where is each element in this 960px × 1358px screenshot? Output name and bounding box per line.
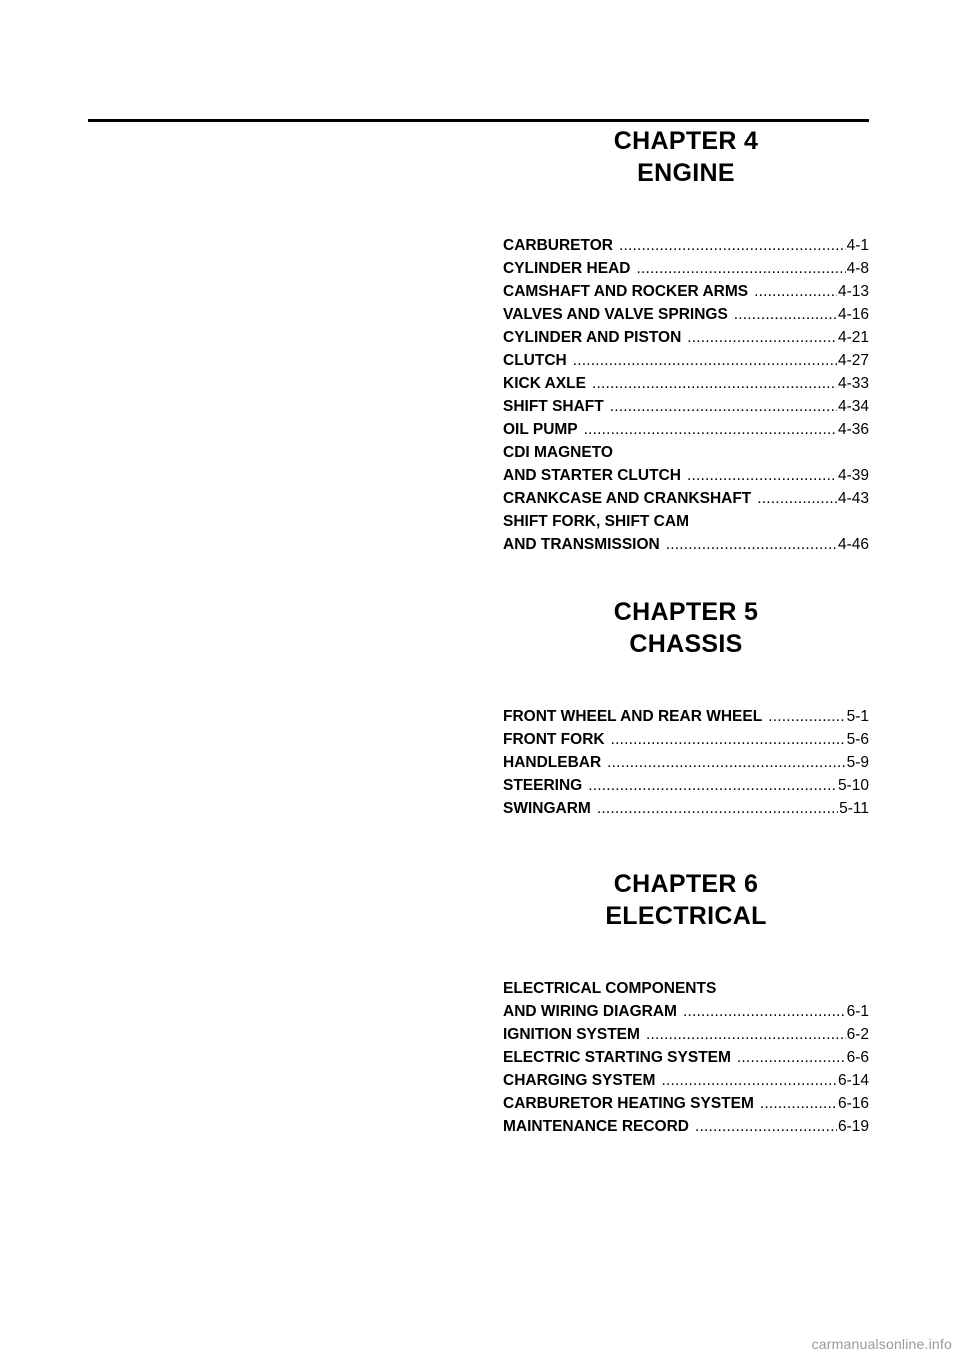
dot-leader	[607, 751, 845, 774]
dot-leader	[584, 418, 837, 441]
chapter-4-title: ENGINE	[637, 159, 735, 187]
toc-title: SWINGARM	[503, 800, 591, 817]
toc-entry-shift-shaft[interactable]	[503, 395, 869, 418]
toc-title: CAMSHAFT AND ROCKER ARMS	[503, 283, 749, 300]
toc-page: 6-2	[846, 1026, 869, 1043]
dot-leader	[588, 774, 837, 797]
toc-entry-carburetor[interactable]	[503, 234, 869, 257]
dot-leader	[687, 326, 837, 349]
toc-page: 4-33	[837, 375, 869, 392]
toc-page: 4-27	[837, 352, 869, 369]
toc-page: 6-16	[837, 1095, 869, 1112]
dot-leader	[611, 728, 846, 751]
dot-leader	[754, 280, 837, 303]
toc-page: 4-46	[837, 536, 869, 553]
toc-title: FRONT FORK	[503, 731, 605, 748]
chapter-4-section	[503, 125, 869, 556]
chapter-5-number: CHAPTER 5	[613, 598, 759, 626]
toc-page: 4-13	[837, 283, 869, 300]
dot-leader	[646, 1023, 846, 1046]
dot-leader	[619, 234, 846, 257]
toc-entry-oil-pump[interactable]	[503, 418, 869, 441]
toc-entry-camshaft[interactable]	[503, 280, 869, 303]
toc-page: 6-19	[837, 1118, 869, 1135]
toc-title: AND STARTER CLUTCH	[503, 467, 681, 484]
toc-page: 5-10	[837, 777, 869, 794]
toc-title: CARBURETOR HEATING SYSTEM	[503, 1095, 754, 1112]
toc-title: CRANKCASE AND CRANKSHAFT	[503, 490, 752, 507]
toc-title: AND TRANSMISSION	[503, 536, 660, 553]
toc-entry-maintenance-record[interactable]	[503, 1115, 869, 1138]
toc-entry-steering[interactable]	[503, 774, 869, 797]
dot-leader	[695, 1115, 837, 1138]
toc-title: SHIFT SHAFT	[503, 398, 604, 415]
toc-entry-charging-system[interactable]	[503, 1069, 869, 1092]
dot-leader	[592, 372, 837, 395]
dot-leader	[661, 1069, 837, 1092]
toc-page: 4-34	[837, 398, 869, 415]
toc-title: FRONT WHEEL AND REAR WHEEL	[503, 708, 763, 725]
toc-entry-wheels[interactable]	[503, 705, 869, 728]
toc-title: KICK AXLE	[503, 375, 586, 392]
dot-leader	[573, 349, 837, 372]
toc-entry-cylinder-head[interactable]	[503, 257, 869, 280]
toc-entry-valves[interactable]	[503, 303, 869, 326]
toc-title: STEERING	[503, 777, 583, 794]
top-rule	[88, 119, 869, 122]
toc-entry-carburetor-heating[interactable]	[503, 1092, 869, 1115]
toc-title-line1: SHIFT FORK, SHIFT CAM	[503, 513, 689, 530]
toc-page: 6-14	[837, 1072, 869, 1089]
toc-title: MAINTENANCE RECORD	[503, 1118, 689, 1135]
toc-title-line1: ELECTRICAL COMPONENTS	[503, 980, 717, 997]
toc-page: 4-43	[837, 490, 869, 507]
toc-entry-cylinder-piston[interactable]	[503, 326, 869, 349]
dot-leader	[683, 1000, 846, 1023]
toc-title: CARBURETOR	[503, 237, 613, 254]
toc-title: CLUTCH	[503, 352, 567, 369]
toc-title: ELECTRIC STARTING SYSTEM	[503, 1049, 731, 1066]
toc-page: 4-39	[837, 467, 869, 484]
chapter-6-toc	[503, 977, 869, 1138]
toc-entry-electrical-components[interactable]	[503, 977, 869, 1023]
chapter-6-heading	[503, 868, 869, 932]
chapter-6-title: ELECTRICAL	[605, 902, 767, 930]
toc-entry-handlebar[interactable]	[503, 751, 869, 774]
dot-leader	[636, 257, 845, 280]
toc-title-line1: CDI MAGNETO	[503, 444, 613, 461]
chapter-5-title: CHASSIS	[629, 630, 743, 658]
dot-leader	[610, 395, 837, 418]
toc-entry-swingarm[interactable]	[503, 797, 869, 820]
toc-entry-cdi-magneto[interactable]	[503, 441, 869, 487]
toc-page: 4-21	[837, 329, 869, 346]
toc-title: CYLINDER HEAD	[503, 260, 631, 277]
toc-title: CHARGING SYSTEM	[503, 1072, 656, 1089]
toc-page: 5-9	[846, 754, 869, 771]
toc-title: HANDLEBAR	[503, 754, 602, 771]
toc-entry-ignition-system[interactable]	[503, 1023, 869, 1046]
dot-leader	[597, 797, 838, 820]
toc-page: 4-1	[846, 237, 869, 254]
dot-leader	[768, 705, 845, 728]
toc-entry-kick-axle[interactable]	[503, 372, 869, 395]
toc-title: VALVES AND VALVE SPRINGS	[503, 306, 728, 323]
toc-entry-crankcase[interactable]	[503, 487, 869, 510]
chapter-5-toc	[503, 705, 869, 820]
dot-leader	[734, 303, 837, 326]
toc-entry-clutch[interactable]	[503, 349, 869, 372]
watermark: carmanualsonline.info	[811, 1336, 952, 1352]
toc-page: 6-6	[846, 1049, 869, 1066]
toc-entry-front-fork[interactable]	[503, 728, 869, 751]
chapter-4-number: CHAPTER 4	[613, 127, 759, 155]
toc-page: 4-8	[846, 260, 869, 277]
toc-title: OIL PUMP	[503, 421, 578, 438]
chapter-5-section	[503, 596, 869, 820]
chapter-4-heading	[503, 125, 869, 189]
toc-page: 4-36	[837, 421, 869, 438]
chapter-6-number: CHAPTER 6	[613, 870, 759, 898]
toc-title: CYLINDER AND PISTON	[503, 329, 682, 346]
dot-leader	[737, 1046, 846, 1069]
toc-page: 5-11	[839, 800, 869, 817]
chapter-5-heading	[503, 596, 869, 660]
toc-title: AND WIRING DIAGRAM	[503, 1003, 677, 1020]
toc-entry-shift-fork[interactable]	[503, 510, 869, 556]
dot-leader	[666, 533, 837, 556]
chapter-6-section	[503, 868, 869, 1138]
toc-entry-electric-starting[interactable]	[503, 1046, 869, 1069]
dot-leader	[757, 487, 837, 510]
toc-page: 5-1	[846, 708, 869, 725]
toc-page: 5-6	[846, 731, 869, 748]
toc-page: 4-16	[837, 306, 869, 323]
dot-leader	[760, 1092, 837, 1115]
chapter-4-toc	[503, 234, 869, 556]
toc-page: 6-1	[846, 1003, 869, 1020]
dot-leader	[687, 464, 837, 487]
toc-title: IGNITION SYSTEM	[503, 1026, 640, 1043]
